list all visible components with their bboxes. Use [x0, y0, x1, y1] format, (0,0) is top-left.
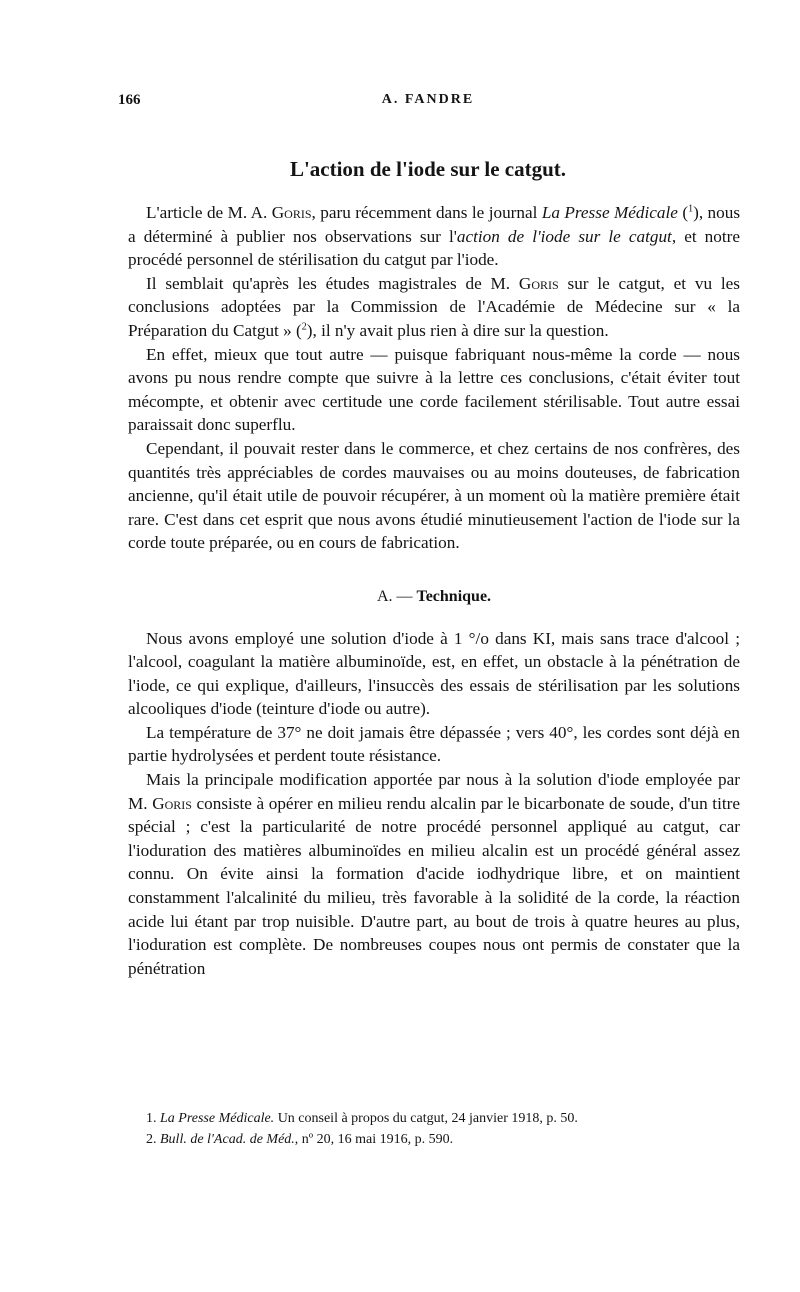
- paragraph-5: Nous avons employé une solution d'iode à 1 °/o dans KI, mais sans trace d'alcool ; l'alcool, coagulant la matière albuminoïde, est, en effet, un obstacle à la pénétration de l'iode, ce qui explique, d'ailleurs, l'insuccès des essais de stérilisation par les solutions alcooliques d'iode (teinture d'iode ou autre).: [128, 628, 740, 719]
- footnote-text: , nº 20, 16 mai 1916, p. 590.: [294, 1132, 454, 1147]
- journal-title: La Presse Médicale: [541, 203, 678, 222]
- footnote-number: 2.: [146, 1132, 160, 1147]
- paragraph-2: [128, 272, 740, 343]
- section-heading: [128, 585, 740, 609]
- footnote-source-title: Bull. de l'Acad. de Méd.: [160, 1132, 295, 1147]
- footnote-ref-2: 2: [301, 321, 307, 333]
- text-run: , et notre procédé personnel de stérilisation du catgut par l'iode.: [128, 226, 741, 270]
- footnote-number: 1.: [146, 1111, 160, 1126]
- section-title: Technique.: [416, 587, 492, 605]
- author-name-goris: Goris: [152, 793, 192, 813]
- author-name-goris: Goris: [518, 273, 559, 293]
- section-letter: A. —: [376, 587, 417, 605]
- text-run: , paru récemment dans le journal: [311, 203, 542, 222]
- text-run: Il semblait qu'après les études magistrales de M.: [146, 273, 519, 293]
- running-head: [118, 92, 738, 114]
- footnote-ref-1: 1: [688, 203, 694, 215]
- footnote-1: [146, 1108, 740, 1129]
- author-name-goris: Goris: [271, 203, 312, 222]
- paragraph-3: En effet, mieux que tout autre — puisque fabriquant nous-même la corde — nous avons pu nous rendre compte que suivre à la lettre ces conclusions, c'était éviter tout mécompte, et obtenir avec certitude une corde facilement stérilisable. Tout autre essai paraissait donc superflu.: [128, 344, 740, 435]
- footnote-2: [146, 1129, 740, 1150]
- running-head-author: A. FANDRE: [381, 92, 475, 107]
- text-run: ), il n'y avait plus rien à dire sur la question.: [306, 320, 609, 340]
- footnote-text: Un conseil à propos du catgut, 24 janvier 1918, p. 50.: [274, 1111, 578, 1126]
- paragraph-1: [128, 201, 740, 272]
- article-body: [128, 201, 740, 980]
- text-run: consiste à opérer en milieu rendu alcalin par le bicarbonate de soude, d'un titre spécial ; c'est la particularité de notre procédé personnel appliqué au catgut, car l'ioduration des matières albuminoïdes en milieu alcalin est un procédé général assez connu. On évite ainsi la formation d'acide iodhydrique libre, et on maintient constamment l'alcalinité du milieu, très favorable à la solidité de la corde, la réaction acide lui étant par trop nuisible. D'autre part, au bout de trois à quatre heures au plus, l'ioduration est complète. De nombreuses coupes nous ont permis de constater que la pénétration: [128, 793, 740, 978]
- text-run: ), nous a déterminé à publier nos observations sur l': [128, 203, 741, 246]
- text-run: Mais la principale modification apportée par nous à la solution d'iode employée par M.: [128, 770, 740, 813]
- page-number: 166: [118, 92, 141, 108]
- footnote-source-title: La Presse Médicale.: [160, 1111, 275, 1126]
- paragraph-7: [128, 768, 740, 980]
- footnotes: [146, 1108, 740, 1150]
- text-run: (: [677, 203, 689, 222]
- text-run: sur le catgut, et vu les conclusions adoptées par la Commission de l'Académie de Médecine sur « la Préparation du Catgut » (: [128, 273, 740, 340]
- paragraph-6: La température de 37° ne doit jamais être dépassée ; vers 40°, les cordes sont déjà en partie hydrolysées et perdent toute résistance.: [128, 722, 740, 766]
- text-run: L'article de M. A.: [146, 203, 272, 222]
- cited-article-title: action de l'iode sur le catgut: [456, 226, 672, 246]
- paragraph-4: Cependant, il pouvait rester dans le commerce, et chez certains de nos confrères, des quantités très appréciables de cordes mauvaises ou au moins douteuses, de fabrication ancienne, qu'il était utile de pouvoir récupérer, à un moment où la matière première était rare. C'est dans cet esprit que nous avons étudié minutieusement l'action de l'iode sur la corde toute préparée, ou en cours de fabrication.: [128, 438, 740, 553]
- article-title: L'action de l'iode sur le catgut.: [289, 157, 567, 181]
